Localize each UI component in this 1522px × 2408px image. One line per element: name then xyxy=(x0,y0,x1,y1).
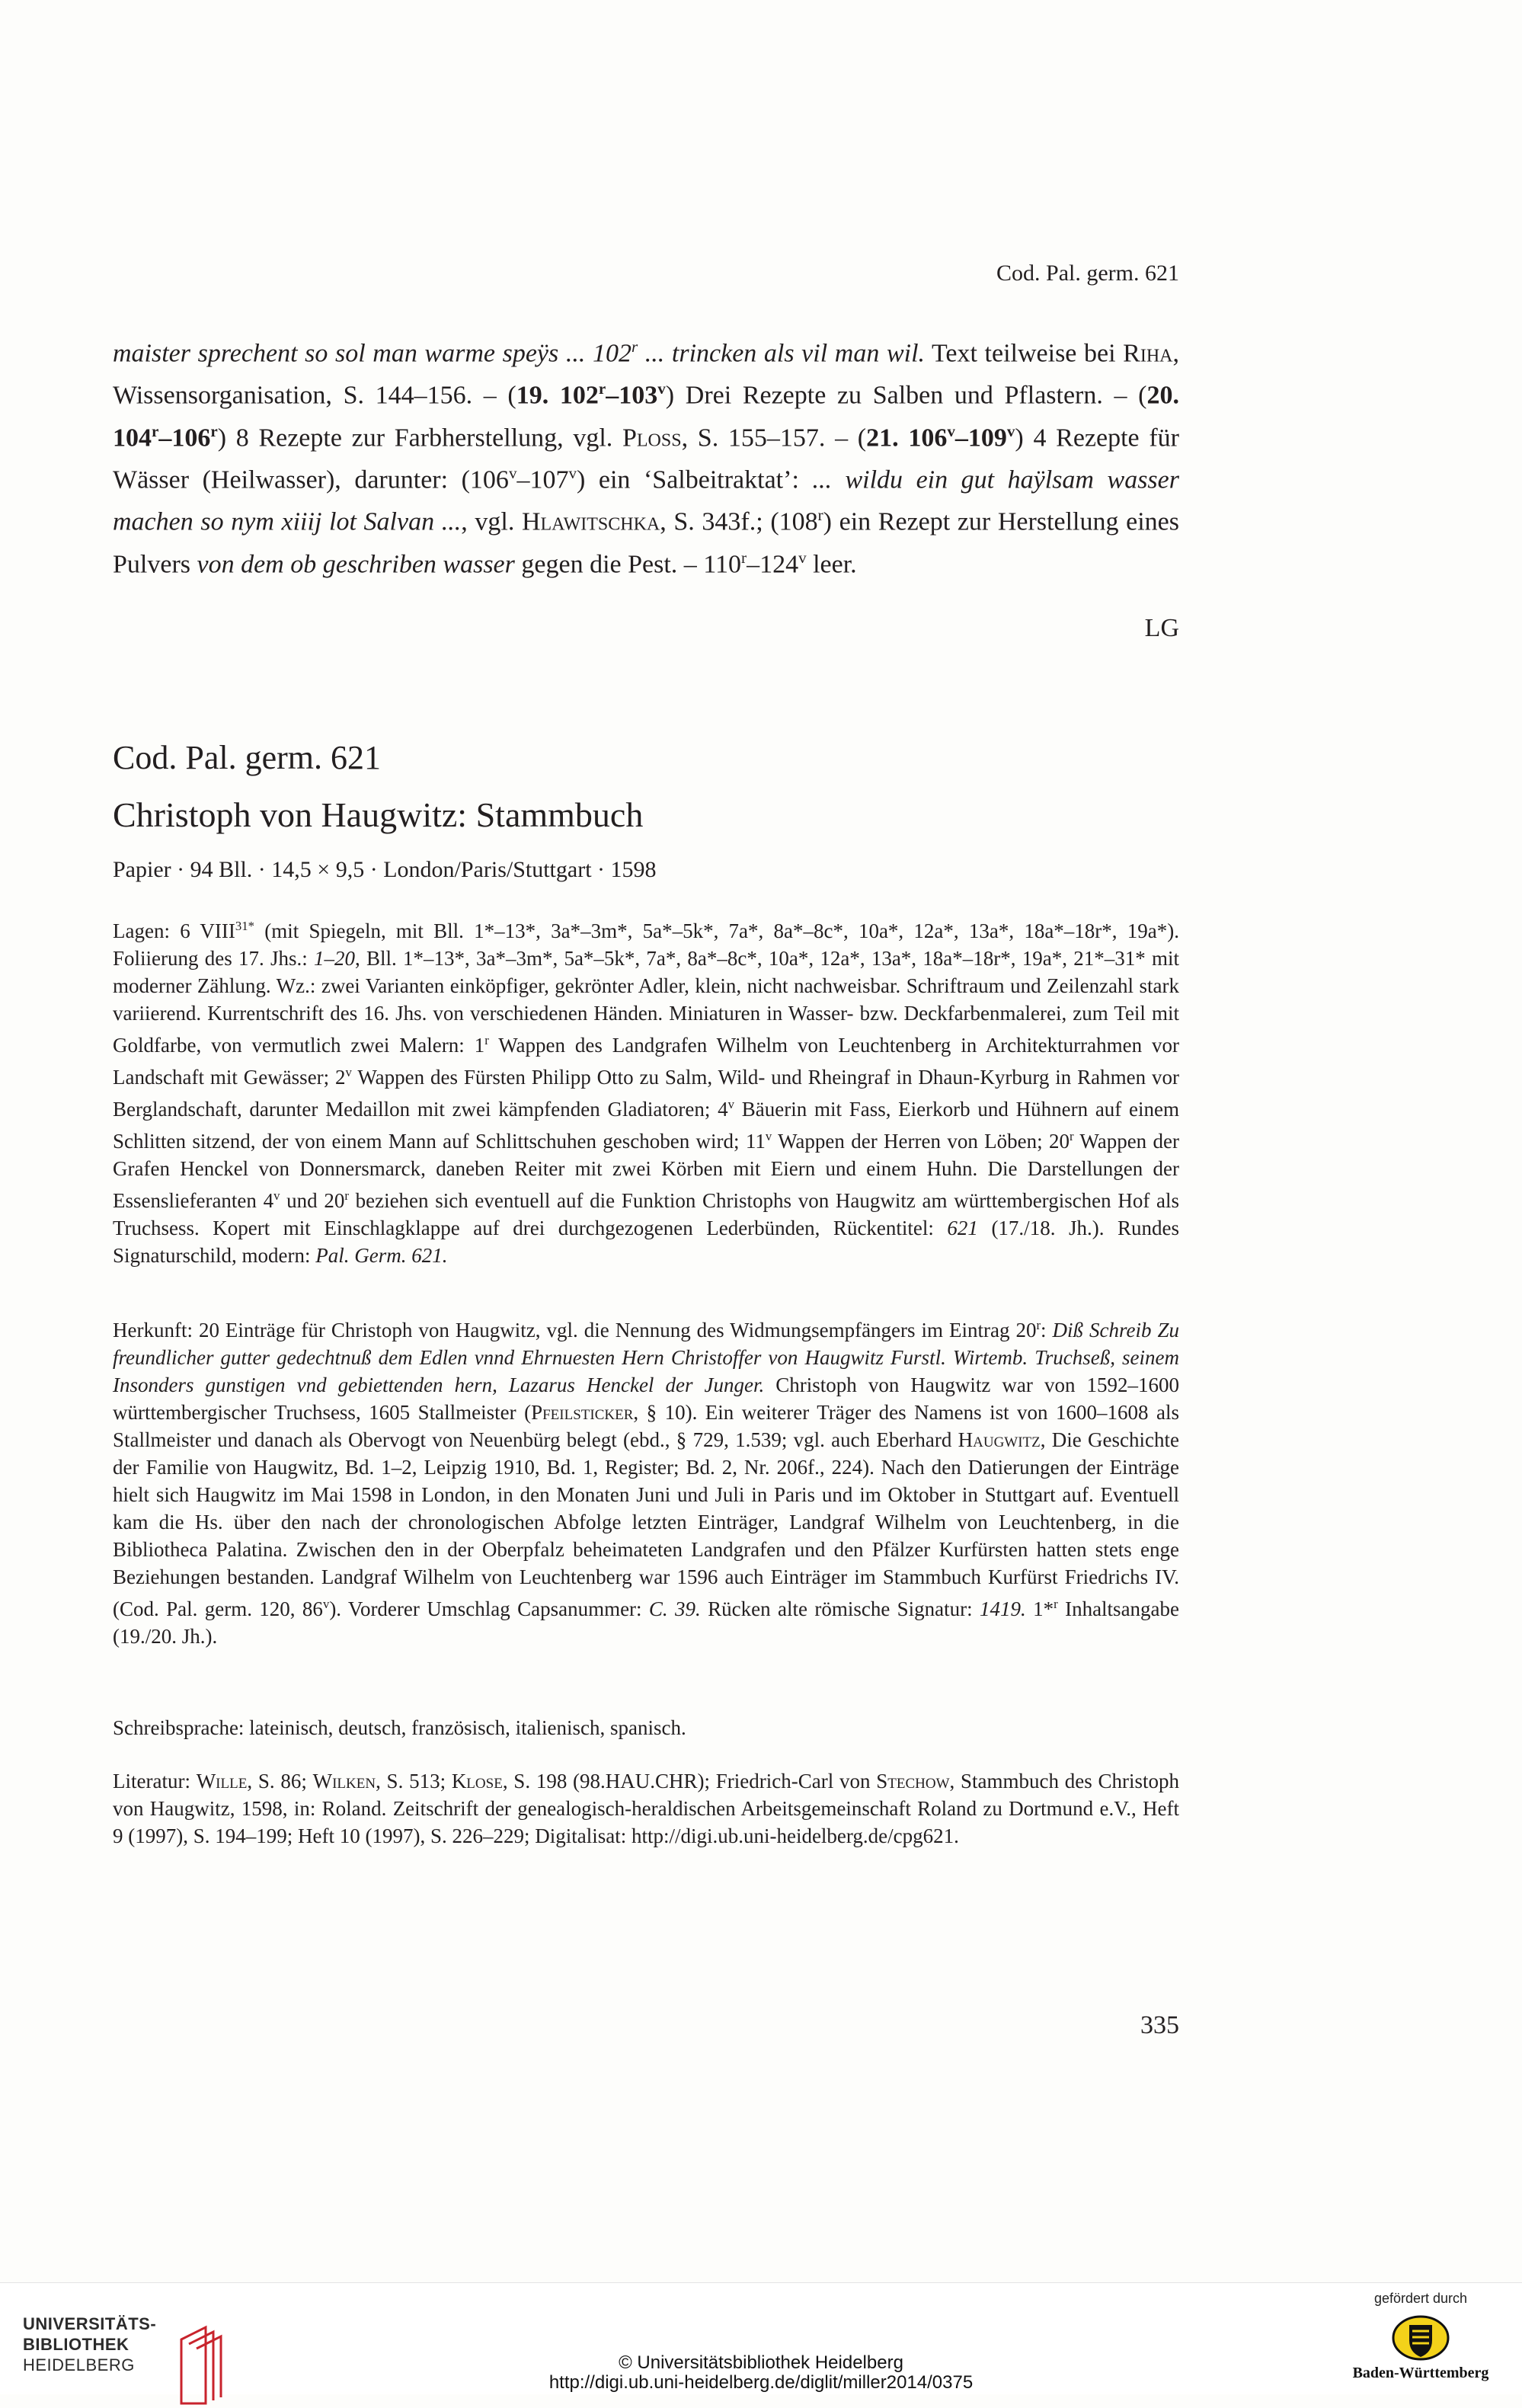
entry-title: Christoph von Haugwitz: Stammbuch xyxy=(113,795,644,834)
text-segment: 21. 106 xyxy=(866,423,948,452)
text-segment: r xyxy=(344,1188,349,1203)
coat-of-arms-icon xyxy=(1391,2314,1450,2362)
text-segment: , S. 343f.; (108 xyxy=(660,507,818,536)
text-segment: v xyxy=(273,1188,280,1203)
continuation-paragraph xyxy=(113,329,1179,582)
text-segment: Wappen des Fürsten Philipp Otto zu Salm, Wild- und Rheingraf in Dhaun-Kyrburg in Rahmen vor Berglandschaft, darunter Medaillon mit zwei kämpfenden Gladiatoren; 4 xyxy=(113,1066,1179,1121)
text-segment: ) ein Rezept zur Herstellung eines Pulvers xyxy=(113,507,1180,578)
entry-meta: Papier · 94 Bll. · 14,5 × 9,5 · London/Paris/Stuttgart · 1598 xyxy=(113,857,657,882)
text-segment: maister sprechent so sol man warme speÿs ... 102 xyxy=(113,339,632,368)
page-number: 335 xyxy=(1140,2011,1179,2039)
text-segment: Haugwitz xyxy=(958,1428,1041,1451)
text-segment: v xyxy=(568,463,577,482)
text-segment: ) 8 Rezepte zur Farbherstellung, vgl. xyxy=(217,423,622,452)
text-segment: v xyxy=(765,1129,772,1143)
author-initials: LG xyxy=(1144,614,1179,642)
text-segment: , vgl. xyxy=(461,507,522,536)
lagen-paragraph xyxy=(113,913,1179,1269)
library-name-line3: HEIDELBERG xyxy=(23,2355,135,2374)
text-segment: v xyxy=(727,1097,735,1111)
text-segment: , Wissensorganisation, S. 144–156. – ( xyxy=(113,339,1179,410)
text-segment: Literatur: xyxy=(113,1770,197,1792)
text-segment: 1* xyxy=(1025,1597,1054,1620)
text-segment: , Stammbuch des Christoph von Haugwitz, 1598, in: Roland. Zeitschrift der genealogisch-heraldischen Arbeitsgemeinschaft Roland zu Dortmund e.V., Heft 9 (1997), S. 194–199; Heft 10 (1997), S. 226–229; Digitalisat: http://digi.ub.uni-heidelberg.de/cpg621. xyxy=(113,1770,1179,1847)
text-segment: , S. 86; xyxy=(247,1770,313,1792)
text-segment: , S. 155–157. – ( xyxy=(681,423,867,452)
text-segment: v xyxy=(345,1065,352,1079)
text-segment: Wappen der Grafen Henckel von Donnersmarck, daneben Reiter mit zwei Körben mit Eiern und einem Huhn. Die Darstellungen der Essenslieferanten 4 xyxy=(113,1130,1179,1212)
entry-shelfmark: Cod. Pal. germ. 621 xyxy=(113,739,381,776)
herkunft-paragraph xyxy=(113,1312,1179,1650)
text-segment: r xyxy=(741,548,747,567)
text-segment: ... trincken als vil man wil. xyxy=(638,339,926,368)
text-segment: Rücken alte römische Signatur: xyxy=(700,1597,980,1620)
text-segment: 31* xyxy=(235,919,255,933)
text-segment: v xyxy=(798,548,807,567)
text-segment: Pfeilsticker xyxy=(531,1401,634,1424)
text-segment: , S. 198 (98.HAU.CHR); Friedrich-Carl von xyxy=(502,1770,877,1792)
text-segment: Bäuerin mit Fass, Eierkorb und Hühnern auf einem Schlitten sitzend, der von einem Mann auf Schlittschuhen geschoben wird; 11 xyxy=(113,1098,1180,1153)
text-segment: Wille xyxy=(196,1770,248,1792)
text-segment: Pal. Germ. 621. xyxy=(315,1244,448,1267)
text-segment: r xyxy=(210,421,218,440)
text-segment: r xyxy=(484,1033,489,1047)
source-url-link[interactable]: http://digi.ub.uni-heidelberg.de/diglit/miller2014/0375 xyxy=(548,2372,974,2393)
text-segment: ) ein ‘Salbeitraktat’: xyxy=(577,465,813,494)
text-segment: –107 xyxy=(516,465,569,494)
text-segment: Wappen der Herren von Löben; 20 xyxy=(772,1130,1070,1153)
text-segment: C. 39. xyxy=(648,1597,701,1620)
library-name-line2: BIBLIOTHEK xyxy=(23,2335,129,2354)
running-head: Cod. Pal. germ. 621 xyxy=(996,261,1179,286)
text-segment: 621 xyxy=(947,1217,978,1239)
text-segment: r xyxy=(598,379,606,398)
text-segment: , § 10). Ein weiterer Träger des Namens ist von 1600–1608 als Stallmeister und danach als Obervogt von Neuenbürg belegt (ebd., § 729, 1.539; vgl. auch Eberhard xyxy=(113,1401,1180,1451)
text-segment: beziehen sich eventuell auf die Funktion Christophs von Haugwitz am württembergischen Hof als Truchsess. Kopert mit Einschlagklappe auf drei durchgezogenen Lederbünden, Rückentitel: xyxy=(113,1189,1180,1239)
text-segment: Wilken xyxy=(312,1770,376,1792)
text-segment: v xyxy=(322,1597,330,1611)
text-segment: (mit Spiegeln, mit Bll. 1*–13*, 3a*–3m*, 5a*–5k*, 7a*, 8a*–8c*, 10a*, 12a*, 13a*, 18a*–18r*, 19a*). Foliierung des 17. Jhs.: xyxy=(113,919,1179,970)
literatur-paragraph xyxy=(113,1767,1179,1850)
funder-badge xyxy=(1341,2291,1501,2382)
text-segment: Ploss xyxy=(622,423,682,452)
text-segment: Christoph von Haugwitz war von 1592–1600 württembergischer Truchsess, 1605 Stallmeister ( xyxy=(113,1373,1179,1424)
text-segment: 20. 104 xyxy=(113,381,1179,452)
text-segment: Klose xyxy=(451,1770,503,1792)
text-segment: ) 4 Rezepte für Wässer (Heilwasser), darunter: (106 xyxy=(113,423,1179,494)
text-segment: 1–20 xyxy=(313,947,355,970)
text-segment: r xyxy=(1036,1318,1041,1332)
text-segment: r xyxy=(1069,1129,1074,1143)
text-segment: ) Drei Rezepte zu Salben und Pflastern. – ( xyxy=(665,381,1147,410)
text-segment: v xyxy=(947,421,955,440)
text-segment: Text teilweise bei xyxy=(925,339,1124,368)
text-segment: Diß Schreib Zu freundlicher gutter gedechtnuß dem Edlen vnnd Ehrnuesten Hern Christoffer von Haugwitz Furstl. Wirtemb. Truchseß, seinem Insonders gunstigen vnd gebiettenden hern, Lazarus Henckel der Junger. xyxy=(113,1319,1180,1396)
text-segment: , Bll. 1*–13*, 3a*–3m*, 5a*–5k*, 7a*, 8a*–8c*, 10a*, 12a*, 13a*, 18a*–18r*, 19a*, 21*–31* mit moderner Zählung. Wz.: zwei Varianten einköpfiger, gekrönter Adler, klein, nicht nachweisbar. Schriftraum und Zeilenzahl stark variierend. Kurrentschrift des 16. Jhs. von verschiedenen Händen. Miniaturen in Wasser- bzw. Deckfarbenmalerei, zum Teil mit Goldfarbe, von vermutlich zwei Malern: 1 xyxy=(113,947,1179,1057)
text-segment: von dem ob geschriben wasser xyxy=(197,549,515,578)
library-name-line1: UNIVERSITÄTS- xyxy=(23,2314,157,2333)
text-segment: (17./18. Jh.). Rundes Signaturschild, modern: xyxy=(113,1217,1179,1267)
text-segment: Stechow xyxy=(876,1770,950,1792)
text-segment: ). Vorderer Umschlag Capsanummer: xyxy=(329,1597,649,1620)
text-segment: leer. xyxy=(806,549,857,578)
text-segment: : xyxy=(1041,1319,1053,1342)
funder-name: Baden-Württemberg xyxy=(1352,2365,1489,2381)
text-segment: v xyxy=(1006,421,1015,440)
text-segment: 1419. xyxy=(980,1597,1026,1620)
text-segment: Riha xyxy=(1123,339,1173,368)
text-segment: , Die Geschichte der Familie von Haugwitz, Bd. 1–2, Leipzig 1910, Bd. 1, Register; Bd. 2, Nr. 206f., 224). Nach den Datierungen der Einträge hielt sich Haugwitz im Mai 1598 in London, in den Monaten Juni und Juli in Paris und im Oktober in Stuttgart auf. Eventuell kam die Hs. über den nach der chronologischen Abfolge letzten Einträger, Landgraf Wilhelm von Leuchtenberg, in die Bibliotheca Palatina. Zwischen den in der Oberpfalz beheimateten Landgrafen und den Pfälzer Kurfürsten hatten stets enge Beziehungen bestanden. Landgraf Wilhelm von Leuchtenberg war 1596 auch Einträger im Stammbuch Kurfürst Friedrichs IV. (Cod. Pal. germ. 120, 86 xyxy=(113,1428,1179,1620)
text-segment: r xyxy=(631,337,638,356)
text-segment: r xyxy=(152,421,159,440)
text-segment: Inhaltsangabe (19./20. Jh.). xyxy=(113,1597,1180,1648)
text-segment: v xyxy=(508,463,517,482)
text-segment: v xyxy=(657,379,666,398)
copyright-notice xyxy=(0,2353,1522,2393)
text-segment: 19. 102 xyxy=(516,381,599,410)
text-segment: r xyxy=(817,506,823,525)
text-segment: r xyxy=(1054,1597,1058,1611)
text-segment: , S. 513; xyxy=(376,1770,452,1792)
text-segment: Herkunft: 20 Einträge für Christoph von Haugwitz, vgl. die Nennung des Widmungsempfängers im Eintrag 20 xyxy=(113,1319,1037,1342)
schreibsprache-paragraph: Schreibsprache: lateinisch, deutsch, französisch, italienisch, spanisch. xyxy=(113,1716,686,1739)
copyright-text: © Universitätsbibliothek Heidelberg xyxy=(619,2352,903,2373)
text-segment: ... wildu ein gut haÿlsam wasser machen so nym xiiij lot Salvan ... xyxy=(113,465,1179,536)
text-segment: –124 xyxy=(747,549,799,578)
text-segment: Lagen: 6 VIII xyxy=(113,919,235,942)
text-segment: –109 xyxy=(954,423,1007,452)
text-segment: gegen die Pest. – 110 xyxy=(514,549,742,578)
footer-bar xyxy=(0,2282,1522,2394)
funder-label: gefördert durch xyxy=(1373,2291,1468,2306)
text-segment: und 20 xyxy=(280,1189,345,1212)
text-segment: Wappen des Landgrafen Wilhelm von Leuchtenberg in Architekturrahmen vor Landschaft mit Gewässer; 2 xyxy=(113,1034,1179,1089)
text-segment: Hlawitschka xyxy=(521,507,660,536)
text-segment: –106 xyxy=(158,423,211,452)
text-segment: –103 xyxy=(606,381,658,410)
